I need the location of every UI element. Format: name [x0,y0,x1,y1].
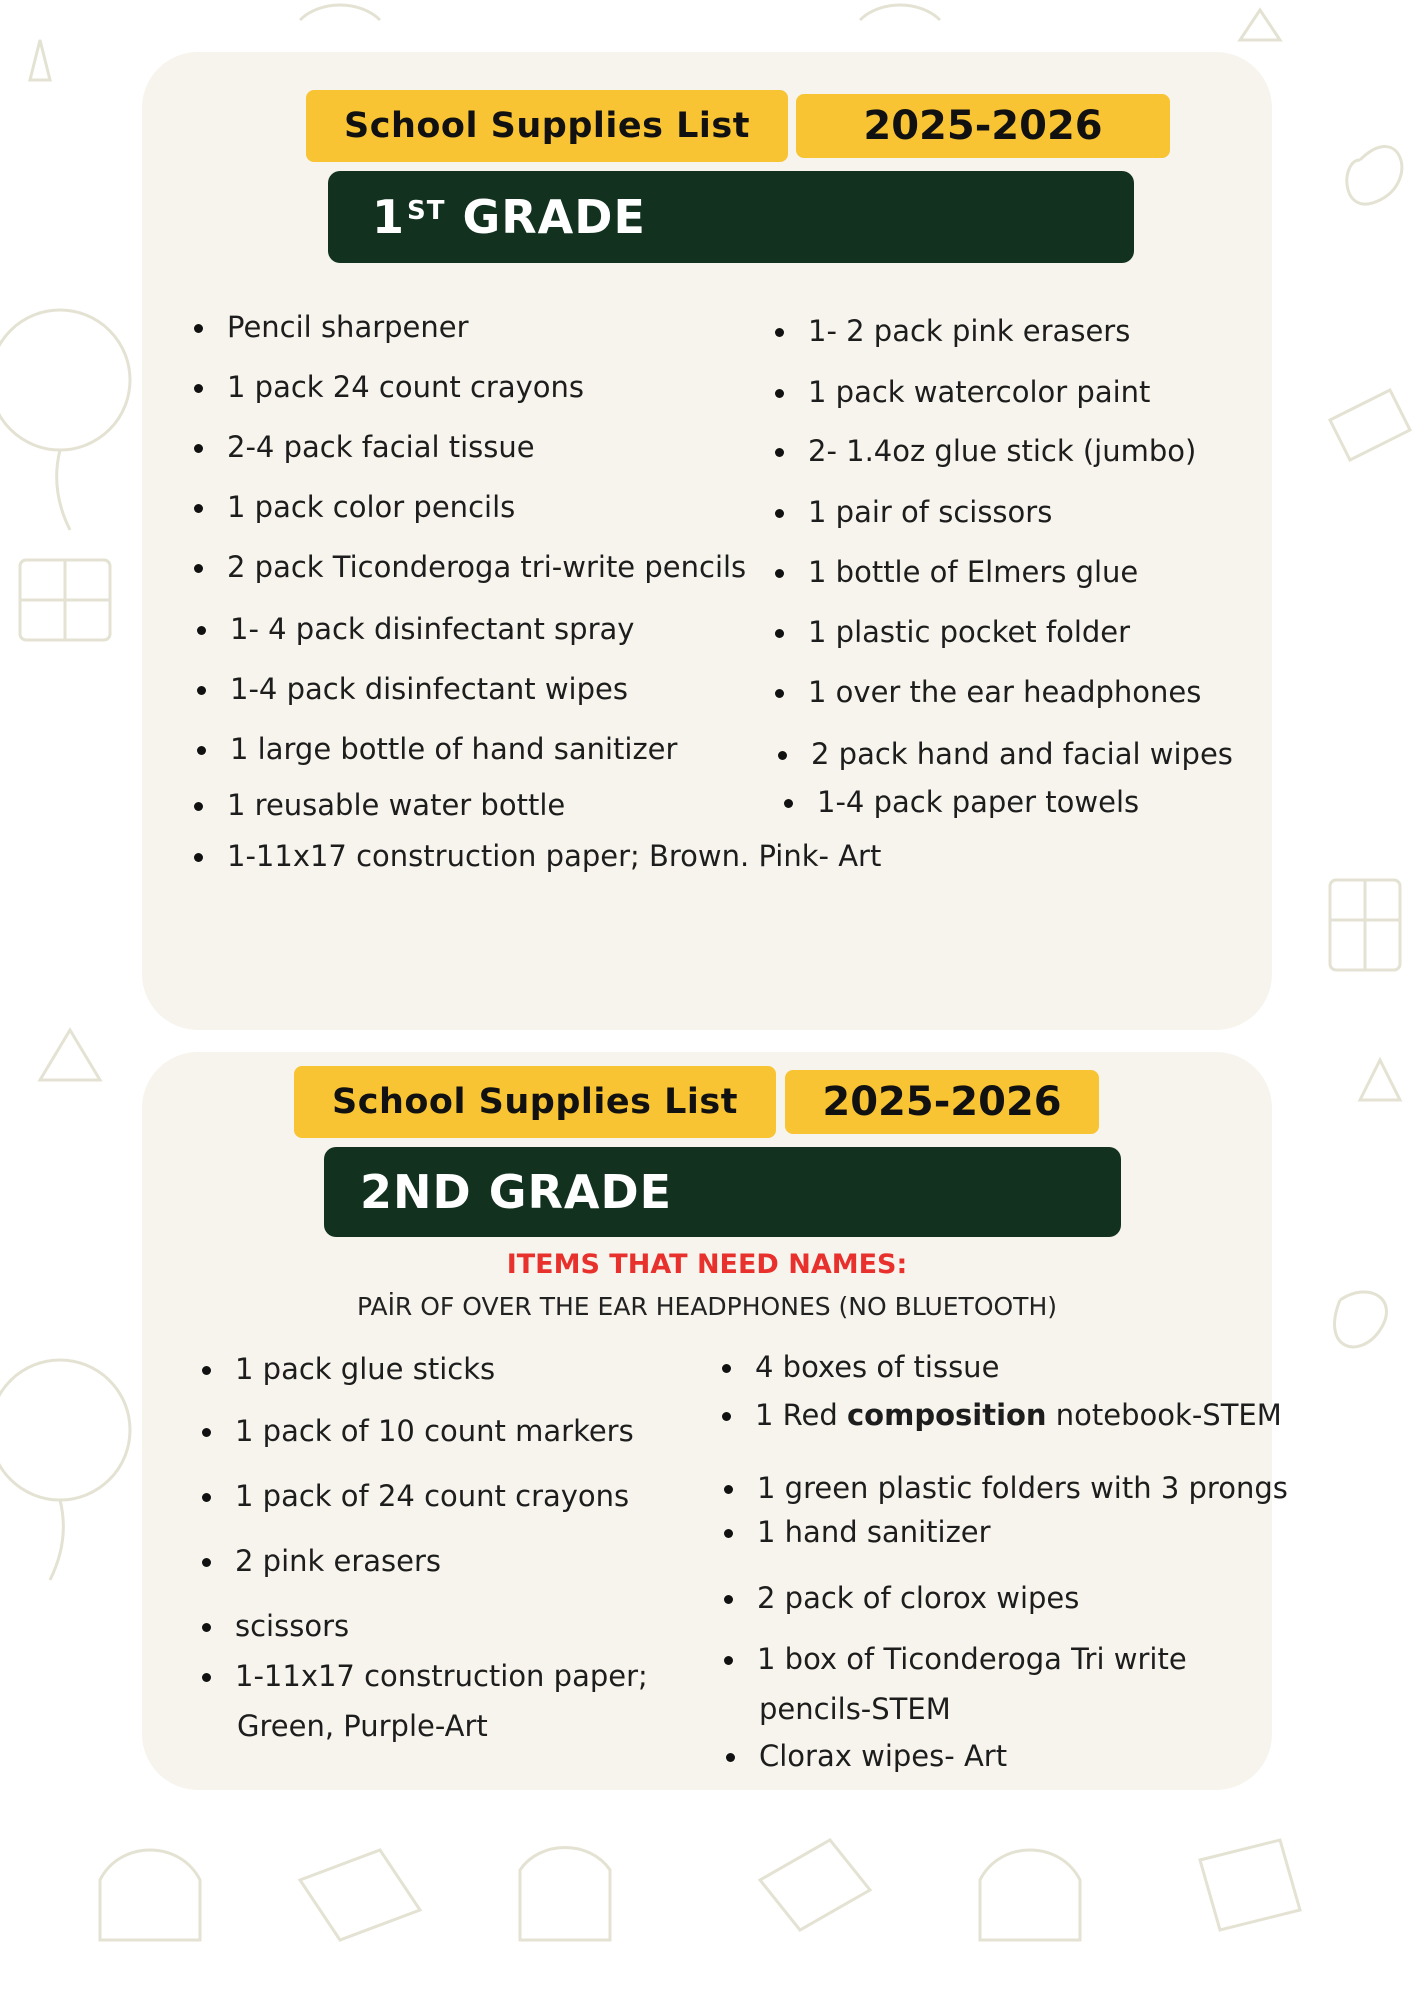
card2-year-pill [785,1070,1099,1134]
list-item: scissors [235,1609,350,1643]
list-item: 1 pack glue sticks [235,1352,496,1386]
card2-year: 2025-2026 [822,1079,1062,1125]
list-item-text: notebook-STEM [1046,1398,1282,1432]
list-item: 2 pack Ticonderoga tri-write pencils [227,550,747,584]
list-item: 2- 1.4oz glue stick (jumbo) [808,434,1197,468]
list-item: 1 pack 24 count crayons [227,370,584,404]
card1-year-pill [796,94,1170,158]
list-item [755,1397,1282,1433]
card2-grade: 2ND GRADE [360,1165,673,1219]
card1-title: School Supplies List [344,106,750,146]
list-item: 1-4 pack paper towels [817,785,1140,819]
card2-grade-bar [324,1147,1121,1237]
card1-grade-suffix: ST [407,196,446,226]
card1-grade-prefix: 1 [372,190,406,244]
list-item: 1 pack color pencils [227,490,516,524]
list-item: 1 over the ear headphones [808,675,1202,709]
card1-year: 2025-2026 [863,103,1103,149]
list-item: 1-11x17 construction paper; Brown. Pink- Art [227,839,882,873]
list-item: Pencil sharpener [227,310,469,344]
card1-grade-bar [328,171,1134,263]
list-item: Clorax wipes- Art [759,1739,1008,1773]
list-item: 2 pack of clorox wipes [757,1581,1080,1615]
list-item: 1 pack watercolor paint [808,375,1151,409]
list-item-continued: Green, Purple-Art [237,1709,488,1743]
card2-title-pill [294,1066,776,1138]
list-item: 1-11x17 construction paper; [235,1659,648,1693]
list-item: 1 reusable water bottle [227,788,566,822]
names-heading: ITEMS THAT NEED NAMES: [506,1249,908,1280]
list-item: 1- 4 pack disinfectant spray [230,612,635,646]
list-item: 1 plastic pocket folder [808,615,1131,649]
list-item: 2 pink erasers [235,1544,442,1578]
list-item: 1 pair of scissors [808,495,1053,529]
card2-title: School Supplies List [332,1082,738,1122]
list-item: 2-4 pack facial tissue [227,430,535,464]
list-item: 1 green plastic folders with 3 prongs [757,1471,1288,1505]
list-item: 1 box of Ticonderoga Tri write [757,1642,1187,1676]
list-item: 1 hand sanitizer [757,1515,991,1549]
list-item: 1 pack of 24 count crayons [235,1479,630,1513]
names-subheading: PAİR OF OVER THE EAR HEADPHONES (NO BLUETOOTH) [356,1292,1058,1321]
list-item: 1 pack of 10 count markers [235,1414,634,1448]
card1-title-pill [306,90,788,162]
list-item: 4 boxes of tissue [755,1350,1000,1384]
card1-grade-rest: GRADE [445,190,646,244]
list-item-continued: pencils-STEM [759,1692,951,1726]
list-item: 2 pack hand and facial wipes [811,737,1233,771]
list-item-bold-text: composition [846,1398,1047,1432]
list-item: 1-4 pack disinfectant wipes [230,672,628,706]
list-item: 1- 2 pack pink erasers [808,314,1131,348]
list-item: 1 large bottle of hand sanitizer [230,732,678,766]
list-item: 1 bottle of Elmers glue [808,555,1139,589]
list-item-text: 1 Red [755,1398,847,1432]
